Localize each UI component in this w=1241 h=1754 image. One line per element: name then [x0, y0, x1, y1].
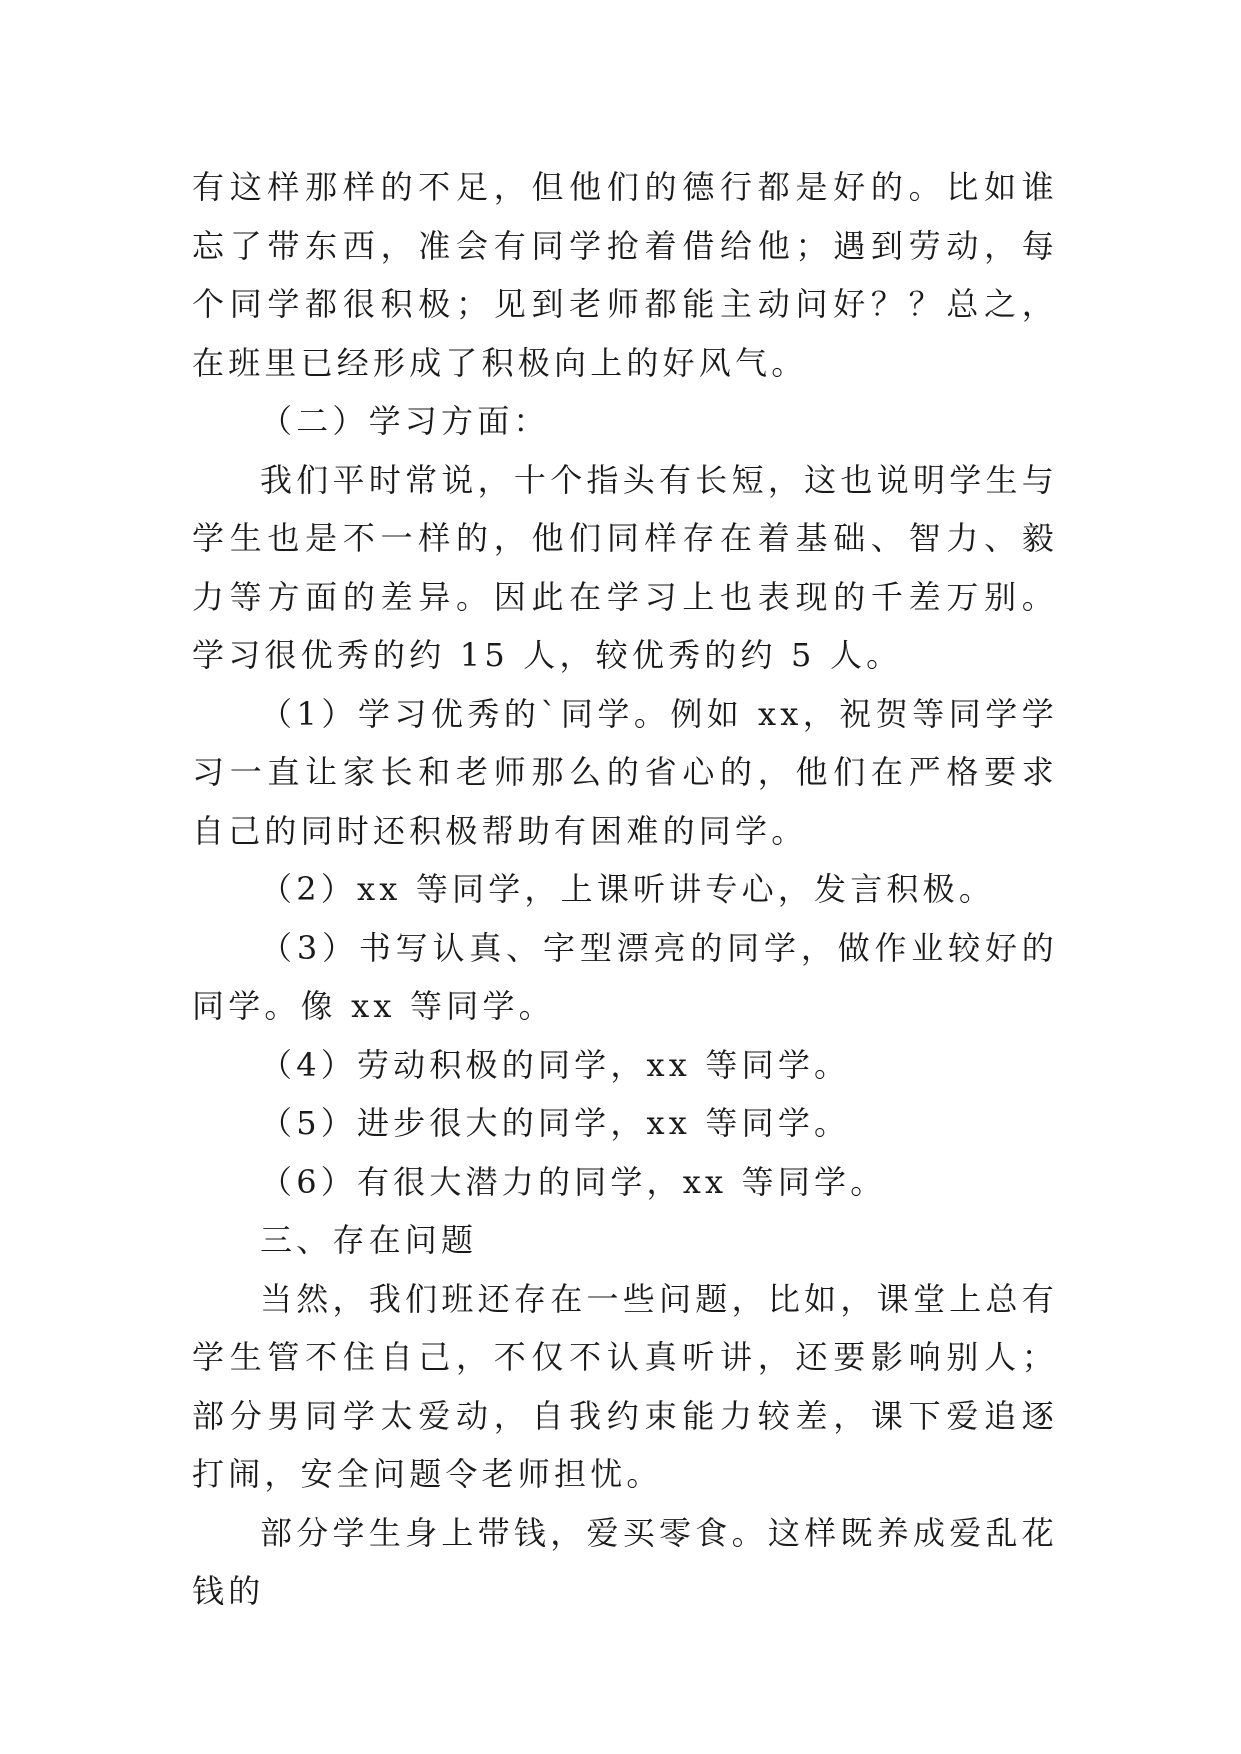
heading-existing-problems: 三、存在问题	[260, 1221, 478, 1259]
list-item-hardworking-students: （4）劳动积极的同学，xx 等同学。	[260, 1045, 851, 1084]
heading-study-aspect: （二）学习方面：	[260, 402, 550, 440]
paragraph-student-differences: 我们平时常说，十个指头有长短，这也说明学生与学生也是不一样的，他们同样存在着基础、智力、毅力等方面的差异。因此在学习上也表现的千差万别。学习很优秀的约 15 人，较优秀的约 5 人。	[192, 460, 1058, 674]
paragraph-spending-money: 部分学生身上带钱，爱买零食。这样既养成爱乱花钱的	[192, 1513, 1058, 1610]
paragraph-classroom-problems: 当然，我们班还存在一些问题，比如，课堂上总有学生管不住自己，不仅不认真听讲，还要影响别人；部分男同学太爱动，自我约束能力较差，课下爱追逐打闹，安全问题令老师担忧。	[192, 1279, 1058, 1493]
list-item-neat-writing-students: （3）书写认真、字型漂亮的同学，做作业较好的同学。像 xx 等同学。	[192, 928, 1058, 1025]
list-item-excellent-students: （1）学习优秀的`同学。例如 xx，祝贺等同学学习一直让家长和老师那么的省心的，他们在严格要求自己的同时还积极帮助有困难的同学。	[192, 694, 1058, 850]
list-item-improved-students: （5）进步很大的同学，xx 等同学。	[260, 1104, 851, 1142]
list-item-potential-students: （6）有很大潜力的同学，xx 等同学。	[260, 1162, 887, 1201]
paragraph-virtue-summary: 有这样那样的不足，但他们的德行都是好的。比如谁忘了带东西，准会有同学抢着借给他；遇到劳动，每个同学都很积极；见到老师都能主动问好？？总之，在班里已经形成了积极向上的好风气。	[192, 168, 1058, 382]
document-body	[192, 158, 1058, 1621]
list-item-attentive-students: （2）xx 等同学，上课听讲专心，发言积极。	[260, 870, 996, 908]
